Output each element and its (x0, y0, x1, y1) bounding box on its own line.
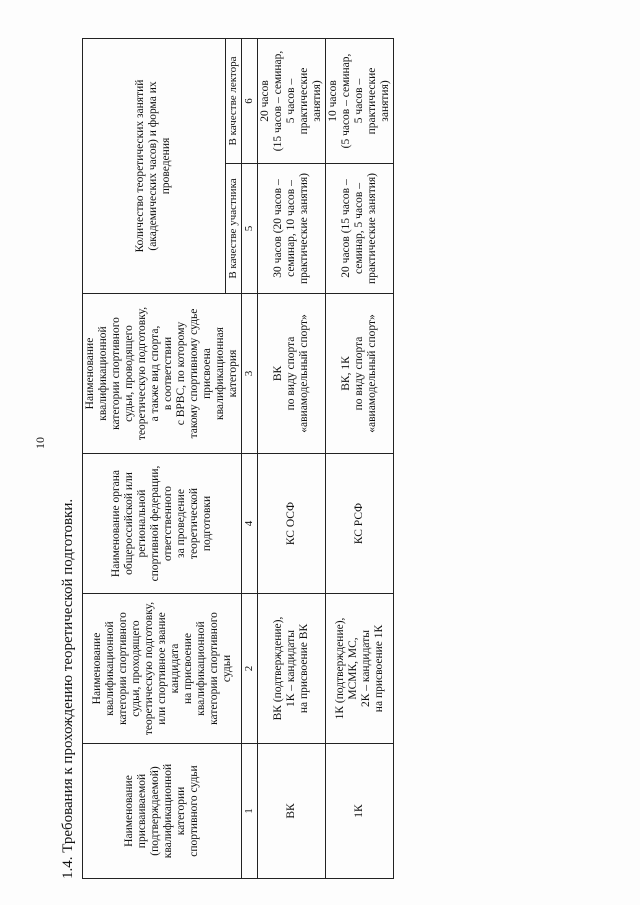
header-col2 (83, 594, 242, 744)
text-line: общероссийской или (123, 472, 135, 575)
table-row (258, 38, 326, 878)
text-line: «авиамодельный спорт» (298, 314, 310, 433)
text-line: (5 часов – семинар, (340, 53, 352, 149)
text-line: региональной (136, 489, 148, 558)
text-line: 1К (подтверждение), (333, 617, 346, 720)
text-line: 5 часов – (353, 78, 365, 124)
header-row (83, 38, 226, 878)
text-line: 10 часов (327, 80, 339, 122)
header-col6: В качестве лектора (225, 38, 241, 163)
text-line: ВК (подтверждение), (272, 616, 284, 721)
text-line: квалификационной (103, 621, 116, 716)
text-line: 20 часов (15 часов – (340, 179, 352, 278)
text-line: квалификационная (214, 327, 226, 420)
text-line: практические (366, 67, 378, 135)
page-number: 10 (33, 437, 47, 449)
text-line: ВК, 1К (340, 356, 352, 391)
text-line: на присвоение ВК (298, 623, 310, 714)
text-line: по виду спорта (285, 336, 297, 411)
text-line: МСМК, МС, (346, 637, 359, 700)
text-line: категории спортивного (116, 612, 129, 725)
category-cell: 1К (326, 744, 394, 879)
text-line: ВК (272, 365, 284, 382)
federation-cell: КС РСФ (326, 454, 394, 594)
text-line: с ВРВС, по которому (175, 321, 187, 426)
column-number: 5 (242, 164, 258, 294)
text-line: практические занятия) (298, 173, 310, 285)
judge-cell (258, 294, 326, 454)
text-line: (академических часов) и форма их (147, 81, 160, 251)
text-line: (15 часов – семинар, (272, 50, 284, 152)
text-line: спортивной федерации, (149, 465, 161, 582)
text-line: а также вид спорта, (149, 325, 161, 422)
text-line: квалификационной (162, 763, 174, 859)
text-line: занятия) (379, 80, 391, 122)
text-line: за проведение (175, 489, 187, 558)
text-line: «авиамодельный спорт» (366, 314, 378, 433)
text-line: подготовки (201, 495, 213, 552)
header-col4 (83, 294, 242, 454)
column-number: 6 (242, 38, 258, 163)
federation-cell: КС ОСФ (258, 454, 326, 594)
participant-hours-cell (258, 164, 326, 294)
text-line: такому спортивному судье (188, 308, 200, 439)
text-line: Наименование (84, 337, 96, 410)
participant-hours-cell (326, 164, 394, 294)
text-line: на присвоение (181, 632, 194, 705)
text-line: 2К – кандидаты (359, 630, 372, 708)
text-line: практические (298, 67, 310, 135)
text-line: (подтверждаемой) (149, 766, 161, 856)
column-number: 3 (242, 294, 258, 454)
text-line: семинар, 10 часов – (285, 180, 297, 277)
text-line: квалификационной (194, 621, 207, 716)
column-number: 1 (242, 744, 258, 879)
text-line: Наименование (123, 775, 135, 847)
judge-cell (326, 294, 394, 454)
table-row (326, 38, 394, 878)
text-line: проведения (160, 137, 173, 195)
text-line: семинар, 5 часов – (353, 183, 365, 274)
requirements-table (82, 38, 394, 879)
lecturer-hours-cell (258, 38, 326, 163)
text-line: на присвоение 1К (372, 624, 385, 713)
text-line: категории спортивного (110, 317, 122, 430)
text-line: присваиваемой (136, 773, 148, 849)
text-line: занятия) (311, 80, 323, 122)
text-line: 5 часов – (285, 78, 297, 124)
header-col5: В качестве участника (225, 164, 241, 294)
column-number: 2 (242, 594, 258, 744)
text-line: присвоена (201, 348, 213, 399)
text-line: судьи, проходящего (129, 620, 142, 717)
text-line: в соответствии (162, 336, 174, 411)
text-line: Наименование органа (110, 469, 122, 578)
category-cell: ВК (258, 744, 326, 879)
text-line: теоретическую подготовку, (142, 601, 155, 736)
header-hours-group (83, 38, 226, 293)
text-line: теоретической (188, 487, 200, 560)
lecturer-hours-cell (326, 38, 394, 163)
text-line: 1К – кандидаты (285, 630, 297, 708)
column-number: 4 (242, 454, 258, 594)
text-line: квалификационной (97, 326, 109, 421)
text-line: категория (227, 349, 239, 398)
text-line: 20 часов (259, 80, 271, 122)
text-line: 30 часов (20 часов – (272, 179, 284, 278)
text-line: теоретическую подготовку, (136, 306, 148, 441)
text-line: Количество теоретических занятий (134, 79, 147, 253)
text-line: судьи (220, 654, 233, 683)
text-line: Наименование (90, 632, 103, 705)
candidate-cell (258, 594, 326, 744)
text-line: спортивного судьи (188, 765, 200, 857)
text-line: ответственного (162, 485, 174, 562)
candidate-cell (326, 594, 394, 744)
text-line: или спортивное звание (155, 612, 168, 725)
section-heading: 1.4. Требования к прохождению теоретической подготовки. (60, 498, 76, 879)
header-col1 (83, 744, 242, 879)
rotated-content (60, 39, 391, 879)
text-line: категории спортивного (207, 612, 220, 725)
text-line: кандидата (168, 643, 181, 694)
text-line: категории (175, 786, 187, 836)
text-line: по виду спорта (353, 336, 365, 411)
column-number-row (242, 38, 258, 878)
text-line: практические занятия) (366, 173, 378, 285)
text-line: судьи, проводящего (123, 325, 135, 422)
header-col3 (83, 454, 242, 594)
